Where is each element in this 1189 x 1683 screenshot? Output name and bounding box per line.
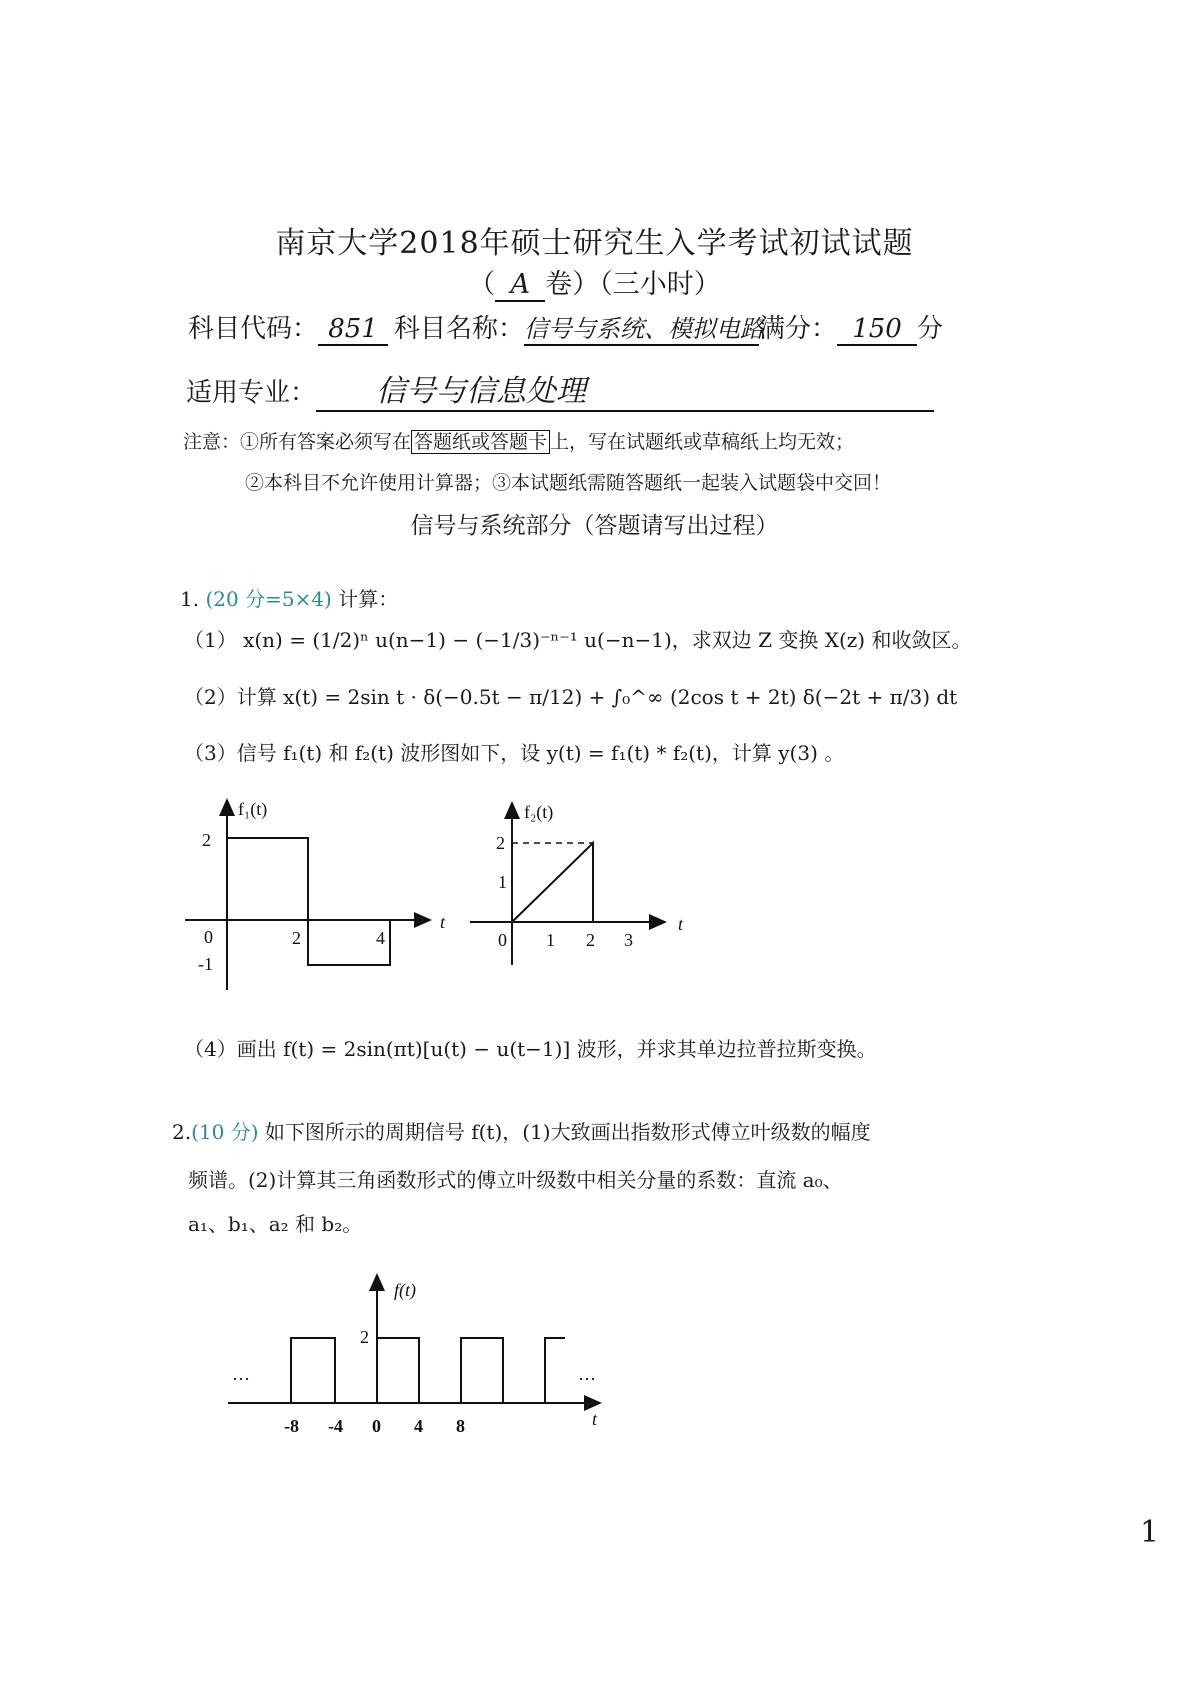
paper-open: （	[468, 269, 496, 300]
f2-xtick: 2	[586, 930, 595, 950]
f3-pulse	[545, 1338, 565, 1403]
q2-points: (10 分)	[191, 1120, 259, 1144]
code-value: 851	[318, 314, 388, 346]
f3-xtick: -4	[328, 1416, 343, 1436]
major-label: 适用专业：	[186, 378, 317, 408]
f3-ellipsis-left: …	[232, 1364, 250, 1384]
f1-ytick: 0	[204, 927, 213, 947]
code-label: 科目代码：	[188, 314, 319, 344]
f3-xtick: 4	[414, 1416, 423, 1436]
f3-pulse	[377, 1338, 419, 1403]
f1-xlabel: t	[440, 912, 446, 932]
f1-waveform-plot	[185, 800, 430, 990]
q2-line-3: a₁、b₁、a₂ 和 b₂。	[188, 1212, 363, 1236]
f3-ylabel: f(t)	[394, 1280, 416, 1300]
note-boxed: 答题纸或答题卡	[411, 430, 550, 454]
q1-part-4: （4）画出 f(t) = 2sin(πt)[u(t) − u(t−1)] 波形，并求其单边拉普拉斯变换。	[184, 1037, 877, 1061]
f3-xtick: 8	[456, 1416, 465, 1436]
score-unit: 分	[917, 314, 944, 344]
section-title: 信号与系统部分（答题请写出过程）	[410, 513, 779, 539]
q1-number: 1.	[180, 587, 200, 611]
score-label: 满分：	[759, 314, 838, 344]
q2-number: 2.	[172, 1120, 192, 1144]
f1-xtick: 2	[292, 928, 301, 948]
f3-xtick: -8	[284, 1416, 299, 1436]
q1-part-3: （3）信号 f₁(t) 和 f₂(t) 波形图如下，设 y(t) = f₁(t) * f₂(t)，计算 y(3) 。	[184, 741, 845, 765]
f3-xtick: 0	[372, 1416, 381, 1436]
f1-ylabel: f₁(t)	[238, 799, 268, 819]
q1-part-2: （2）计算 x(t) = 2sin t · δ(−0.5t − π/12) + ∫₀^∞ (2cos t + 2t) δ(−2t + π/3) dt	[184, 685, 958, 709]
f2-signal	[512, 843, 593, 922]
f1-signal	[227, 838, 390, 965]
q1-intro: 计算：	[338, 587, 399, 611]
note-suffix: 上，写在试题纸或草稿纸上均无效；	[550, 431, 855, 453]
q2-line-2: 频谱。(2)计算其三角函数形式的傅立叶级数中相关分量的系数：直流 a₀、	[188, 1168, 843, 1192]
f3-xlabel: t	[592, 1409, 598, 1429]
f2-ytick: 2	[496, 833, 505, 853]
exam-title: 南京大学2018年硕士研究生入学考试初试试题	[275, 226, 914, 261]
f3-pulse	[291, 1338, 335, 1403]
note-prefix: 注意：①所有答案必须写在	[183, 431, 412, 453]
page-number: 1	[1140, 1515, 1160, 1550]
f2-ytick: 0	[498, 930, 507, 950]
f1-xtick: 4	[376, 928, 385, 948]
score-value: 150	[837, 314, 917, 346]
f3-ellipsis-right: …	[578, 1364, 596, 1384]
f2-xtick: 1	[546, 930, 555, 950]
major-value: 信号与信息处理	[316, 366, 934, 412]
f3-pulse	[461, 1338, 503, 1403]
q1-part-1: （1） x(n) = (1/2)ⁿ u(n−1) − (−1/3)⁻ⁿ⁻¹ u(−n−1)，求双边 Z 变换 X(z) 和收敛区。	[184, 628, 972, 652]
f1-ytick: 2	[202, 830, 211, 850]
paper-duration: 卷）（三小时）	[545, 269, 721, 300]
f2-xlabel: t	[678, 914, 684, 934]
f2-ylabel: f₂(t)	[524, 802, 554, 822]
note-line-2: ②本科目不允许使用计算器；③本试题纸需随答题纸一起装入试题袋中交回！	[245, 472, 892, 494]
q1-points: (20 分=5×4)	[205, 587, 332, 611]
paper-type: A	[495, 269, 545, 302]
name-label: 科目名称：	[394, 314, 525, 344]
name-value: 信号与系统、模拟电路	[524, 309, 759, 346]
f2-xtick: 3	[624, 930, 633, 950]
f1-ytick: -1	[198, 954, 213, 974]
q2-text-1: 如下图所示的周期信号 f(t)，(1)大致画出指数形式傅立叶级数的幅度	[264, 1120, 871, 1144]
f3-ytick: 2	[360, 1327, 369, 1347]
f2-ytick: 1	[498, 872, 507, 892]
